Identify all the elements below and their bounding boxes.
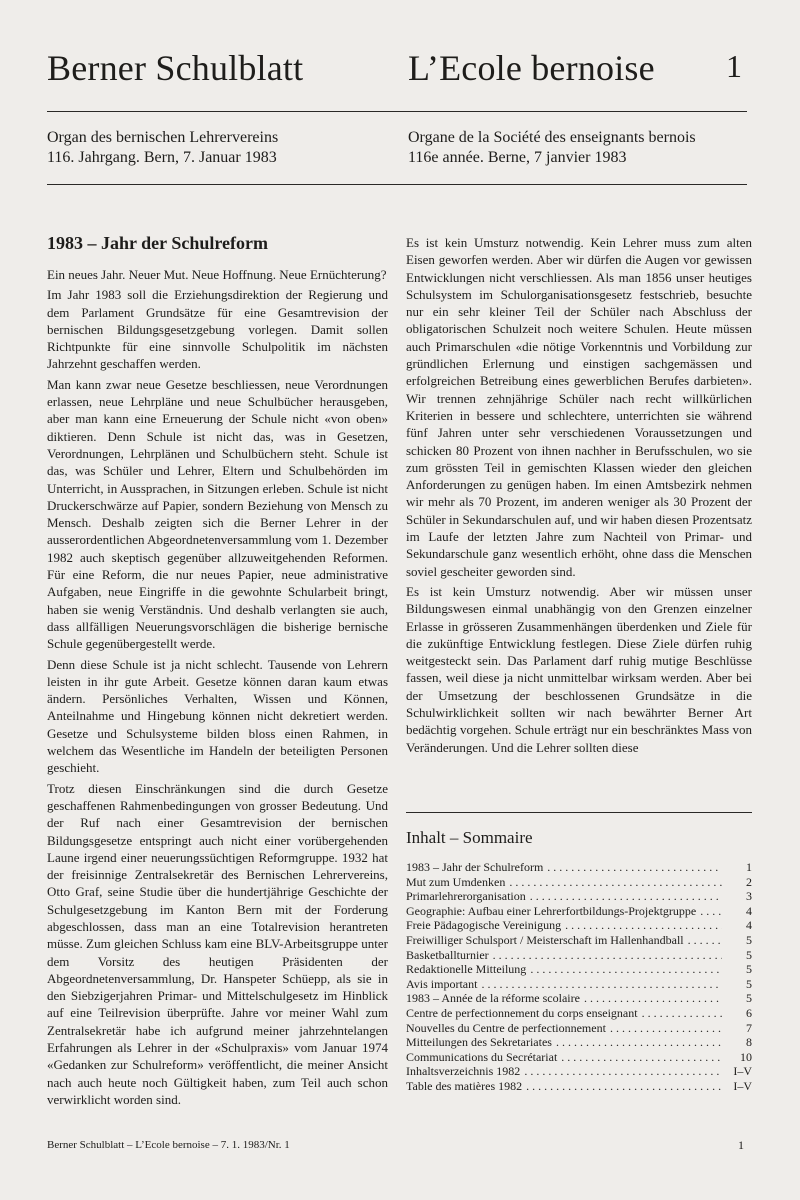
toc-entry-page: 7 <box>746 1020 752 1035</box>
toc-entry[interactable] <box>406 1006 752 1021</box>
toc-entry-text: Primarlehrerorganisation <box>406 889 526 904</box>
toc-entry-text: Table des matières 1982 <box>406 1078 523 1093</box>
toc-leader-dots <box>530 962 722 977</box>
toc-entry-page: 8 <box>746 1035 752 1050</box>
toc-entry-page: 5 <box>746 991 752 1006</box>
toc-entry[interactable] <box>406 1050 752 1065</box>
toc-entry-text: Redaktionelle Mitteilung <box>406 962 527 977</box>
toc-leader-dots <box>561 1050 722 1065</box>
toc-entry-page: I–V <box>733 1064 752 1079</box>
toc-entry[interactable] <box>406 977 752 992</box>
toc-entry-page: 5 <box>746 932 752 947</box>
toc-entry-page: 4 <box>746 903 752 918</box>
toc-entry[interactable] <box>406 889 752 904</box>
toc-entry-page: 10 <box>740 1049 752 1064</box>
organ-de <box>47 128 278 168</box>
article-column-left <box>47 232 388 1111</box>
masthead-title-fr: L’Ecole bernoise <box>408 48 655 88</box>
toc-entry-text: Basketballturnier <box>406 947 489 962</box>
toc-entry-text: Avis important <box>406 976 478 991</box>
article-paragraph: Im Jahr 1983 soll die Erziehungsdirektion der Regierung und dem Parlament Grundsätze für eine Gesamtrevision der bernischen Bildungsgesetzgebung vorlegen. Damit sollen Richtpunkte für eine sinnvolle Schulpolitik im nächsten Jahrzehnt geschaffen werden. <box>47 287 388 372</box>
article-paragraph: Es ist kein Umsturz notwendig. Aber wir müssen unser Bildungswesen einmal unabhängig von den Grenzen einzelner Erlasse in grösseren Zusammenhängen überdenken und Ziele für die zukünftige Entwicklung festlegen. Diese Ziele dürfen ruhig weitgesteckt sein. Das Parlament darf ruhig mutige Beschlüsse fassen, weil diese ja nicht unmittelbar wirksam werden. Aber bei der Umsetzung der beschlossenen Grundsätze in die Schulwirklichkeit sollten wir nach bewährter Berner Art bedächtig vorgehen. Schule erträgt nur ein beschränktes Mass von Veränderungen. Und die Lehrer sollten diese <box>406 583 752 755</box>
toc-leader-dots <box>688 933 722 948</box>
organ-de-line1: Organ des bernischen Lehrervereins <box>47 129 279 146</box>
toc-leader-dots <box>547 860 722 875</box>
toc-entry-page: 1 <box>746 860 752 874</box>
toc-entry-text: Freiwilliger Schulsport / Meisterschaft im Hallenhandball <box>406 932 684 947</box>
toc-entry[interactable] <box>406 948 752 963</box>
toc-leader-dots <box>556 1035 722 1050</box>
organ-fr <box>408 128 696 168</box>
toc-entry-page: 5 <box>746 947 752 962</box>
toc-leader-dots <box>481 977 722 992</box>
toc-entry-page: 5 <box>746 962 752 977</box>
toc-entry[interactable] <box>406 962 752 977</box>
toc-entry[interactable] <box>406 904 752 919</box>
toc-entry-page: 2 <box>746 874 752 889</box>
toc-entry-text: Mut zum Umdenken <box>406 874 506 889</box>
toc-entry[interactable] <box>406 1064 752 1079</box>
toc-entry[interactable] <box>406 933 752 948</box>
footer-publication-line: Berner Schulblatt – L’Ecole bernoise – 7. 1. 1983/Nr. 1 <box>47 1139 290 1151</box>
toc-leader-dots <box>509 875 722 890</box>
toc-entry[interactable] <box>406 918 752 933</box>
toc-entry-text: Freie Pädagogische Vereinigung <box>406 918 562 933</box>
toc-entry[interactable] <box>406 1021 752 1036</box>
toc-entry-text: Inhaltsverzeichnis 1982 <box>406 1064 521 1079</box>
toc-leader-dots <box>530 889 722 904</box>
article-paragraph: Es ist kein Umsturz notwendig. Kein Lehrer muss zum alten Eisen geworfen werden. Aber wir dürfen die Augen vor gewissen Entwicklungen nicht verschliessen. Als man 1856 unser heutiges Schulsystem im Schulorganisationsgesetz festschrieb, besuchte nur ein sehr kleiner Teil der Schüler nach Abschluss der obligatorischen Schulzeit noch weitere Schulen. Heute müssen auch Primarschulen «die nötige Vorkenntnis und Vorbildung zur gründlichen Erlernung und einstigen sachgemässen und erfolgreichen Betreibung eines gewerblichen Berufes darbieten». Wir trennen zehnjährige Schüler nach recht willkürlichen Kriterien in bessere und schlechtere, unterrichten sie während fünf Jahren unter sehr verschiedenen Voraussetzungen und schicken 80 Prozent von ihnen nachher in Berufsschulen, wo sie zum grössten Teil in gemischten Klassen wieder den gleichen Anforderungen zu genügen haben. Im einen Amtsbezirk nehmen wir mehr als 70 Prozent, im anderen weniger als 30 Prozent der Schüler in Sekundarschulen auf, und wir haben diesen Prozentsatz im Laufe der letzten Jahre zum Nachteil von Primar- und Sekundarschule ganz wesentlich erhöht, ohne dass die Menschen soviel gescheiter geworden sind. <box>406 235 752 579</box>
issue-number: 1 <box>726 48 742 84</box>
toc-entry[interactable] <box>406 875 752 890</box>
toc-entry-page: I–V <box>733 1078 752 1093</box>
masthead-title-de: Berner Schulblatt <box>47 48 304 88</box>
toc-entry-page: 3 <box>746 889 752 904</box>
organ-de-line2: 116. Jahrgang. Bern, 7. Januar 1983 <box>47 149 277 166</box>
article-paragraph: Trotz diesen Einschränkungen sind die durch Gesetze geschaffenen Rahmenbedingungen von grosser Bedeutung. Und der Ruf nach einer Gesamtrevision der bernischen Bildungsgesetze entspringt auch nicht einer vorübergehenden Laune irgend einer neuerungssüchtigen Reformgruppe. 1932 hat der freisinnige Zentralsekretär des Bernischen Lehrervereins, Otto Graf, seine Studie über die hundertjährige Geschichte der Schulgesetzgebung im Kanton Bern mit der Forderung abgeschlossen, dass man an eine Totalrevision herantreten müsse. Zum gleichen Schluss kam eine BLV-Arbeitsgruppe unter dem Vorsitz des heutigen Präsidenten der Abgeordnetenversammlung, Dr. Hanspeter Schüepp, als sie in den Siebzigerjahren Primar- und Mittelschulgesetz im Hinblick auf eine Teilrevision überprüfte. Jahre vor meiner Wahl zum Zentralsekretär habe ich aufgrund meiner jahrzehntelangen Erfahrungen als Lehrer in der «Schulpraxis» vom Januar 1974 «Gedanken zur Schulreform» veröffentlicht, die meiner Ansicht nach auch heute noch Gültigkeit haben, zum Teil auch schon verwirklicht worden sind. <box>47 780 388 1107</box>
article-heading: 1983 – Jahr der Schulreform <box>47 233 268 253</box>
footer-page-number: 1 <box>738 1138 744 1152</box>
toc-leader-dots <box>493 948 722 963</box>
toc-leader-dots <box>565 918 722 933</box>
toc-entry-text: Nouvelles du Centre de perfectionnement <box>406 1020 606 1035</box>
toc-entry[interactable] <box>406 1035 752 1050</box>
toc-entry-page: 4 <box>746 918 752 933</box>
toc-leader-dots <box>610 1021 722 1036</box>
toc-entry-text: Geographie: Aufbau einer Lehrerfortbildungs-Projektgruppe <box>406 903 697 918</box>
article-paragraph: Man kann zwar neue Gesetze beschliessen, neue Verordnungen erlassen, neue Lehrpläne und neue Schulbücher herausgeben, aber man kann eine Erneuerung der Schule nicht «von oben» diktieren. Denn Schule ist nicht das, was in Gesetzen, Verordnungen, Lehrplänen und Schulbüchern steht. Schule ist das, was Schüler und Lehrer, Eltern und Schulbehörden im Unterricht, in Aussprachen, in Sitzungen erleben. Schule ist nicht Druckerschwärze auf Papier, sondern Beziehung von Mensch zu Mensch. Deshalb zeigten sich die Berner Lehrer in der ausserordentlichen Abgeordnetenversammlung vom 1. Dezember 1982 auch skeptisch gegenüber allzuweitgehenden Reformen. Für eine Reform, die nur neues Papier, neue administrative Aufgaben, neue Eingriffe in die gewohnte Schularbeit bringt, haben sie wenig Verständnis. Und deshalb verlangten sie auch, dass allfälligen Neuerungsvorschlägen die bisherige bernische Schule gegenübergestellt werde. <box>47 376 388 652</box>
toc-entry-text: Communications du Secrétariat <box>406 1049 558 1064</box>
toc-entry-page: 5 <box>746 976 752 991</box>
toc-entry-text: 1983 – Jahr der Schulreform <box>406 860 544 874</box>
toc-leader-dots <box>700 904 722 919</box>
table-of-contents <box>406 860 752 1094</box>
masthead-rule-top <box>47 111 747 112</box>
toc-entry[interactable] <box>406 860 752 875</box>
toc-entry[interactable] <box>406 1079 752 1094</box>
toc-leader-dots <box>524 1064 722 1079</box>
toc-entry-text: 1983 – Année de la réforme scolaire <box>406 991 580 1006</box>
organ-fr-line2: 116e année. Berne, 7 janvier 1983 <box>408 149 627 166</box>
article-paragraph: Ein neues Jahr. Neuer Mut. Neue Hoffnung. Neue Ernüchterung? <box>47 267 387 282</box>
toc-entry-text: Mitteilungen des Sekretariates <box>406 1035 552 1050</box>
toc-leader-dots <box>642 1006 722 1021</box>
toc-entry-page: 6 <box>746 1005 752 1020</box>
toc-entry-text: Centre de perfectionnement du corps enseignant <box>406 1005 638 1020</box>
masthead-rule-bottom <box>47 184 747 185</box>
article-paragraph: Denn diese Schule ist ja nicht schlecht. Tausende von Lehrern leisten in ihr gute Arbeit. Gesetze können daran kaum etwas ändern. Persönliches Verhalten, Wissen und Können, Anteilnahme und Hingebung können nicht dekretiert werden. Gesetze und Schulsysteme bilden bloss einen Rahmen, in welchem das Wesentliche im Handeln der beteiligten Personen geschieht. <box>47 656 388 776</box>
toc-leader-dots <box>526 1079 722 1094</box>
article-column-right <box>406 234 752 759</box>
toc-rule <box>406 812 752 813</box>
toc-entry[interactable] <box>406 991 752 1006</box>
toc-leader-dots <box>584 991 722 1006</box>
organ-fr-line1: Organe de la Société des enseignants bernois <box>408 129 696 146</box>
toc-title: Inhalt – Sommaire <box>406 828 533 847</box>
